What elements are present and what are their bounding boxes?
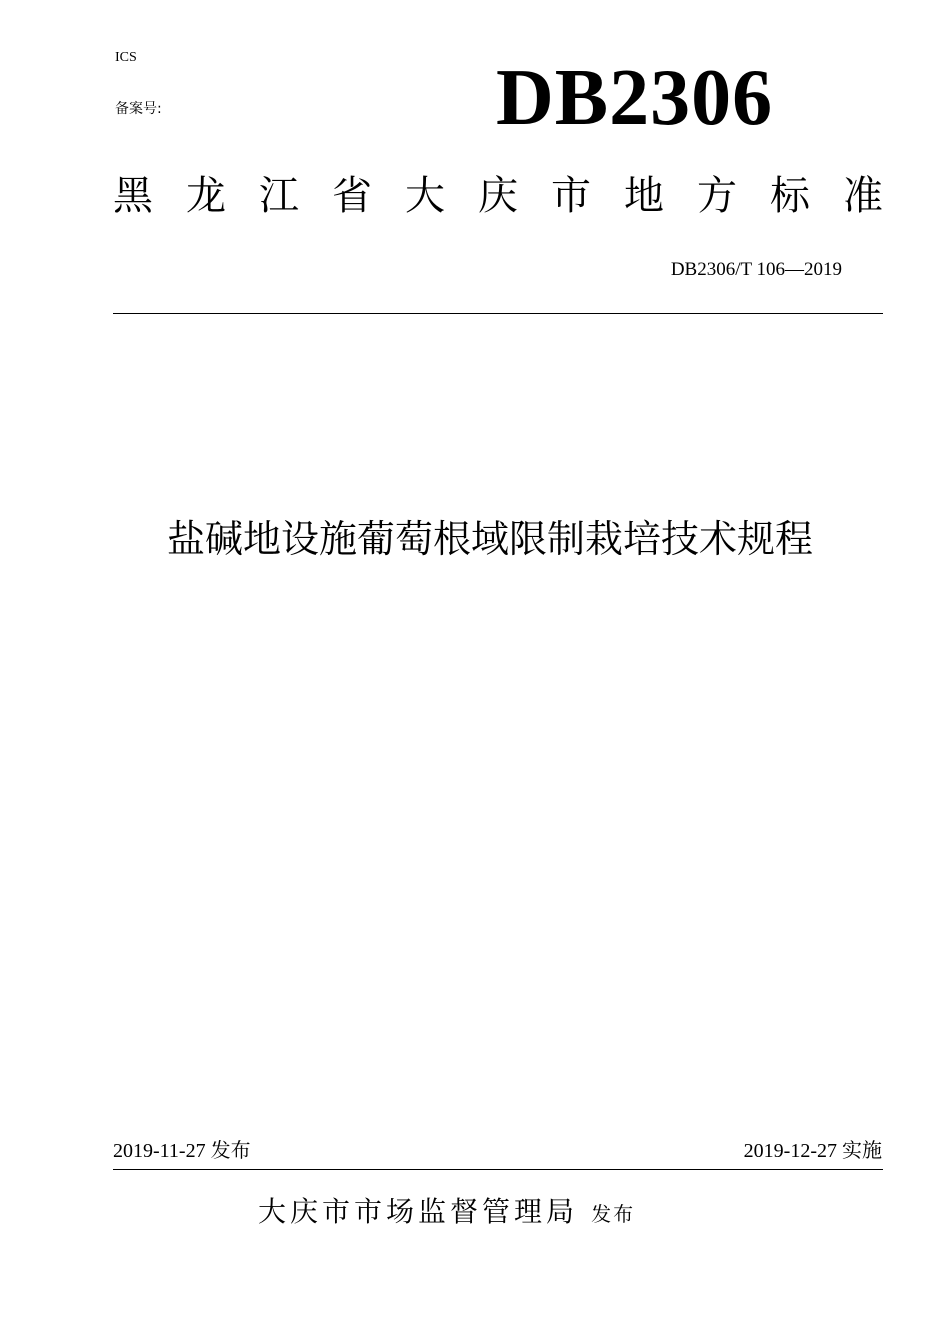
category-char: 方 [697,173,737,219]
bottom-divider [113,1169,883,1170]
standard-number: DB2306/T 106—2019 [670,259,842,280]
top-divider [113,313,883,314]
ics-label: ICS [115,50,137,65]
document-title: 盐碱地设施葡萄根域限制栽培技术规程 [166,517,813,561]
category-char: 黑 [113,173,153,219]
standard-category [113,173,883,219]
issuer-name: 大庆市市场监督管理局 [258,1195,579,1228]
category-char: 省 [332,173,372,219]
category-char: 大 [405,173,445,219]
category-char: 龙 [186,173,226,219]
category-char: 江 [259,173,299,219]
category-char: 庆 [478,173,518,219]
issuer-line [258,1190,635,1230]
category-char: 标 [770,173,810,219]
standard-code: DB2306 [496,54,774,142]
issuer-action: 发布 [591,1202,636,1226]
filing-number-label: 备案号: [115,101,162,117]
category-char: 市 [551,173,591,219]
implementation-date: 2019-12-27 实施 [743,1140,882,1162]
category-char: 准 [843,173,883,219]
category-char: 地 [624,173,664,219]
release-date: 2019-11-27 发布 [113,1140,251,1162]
